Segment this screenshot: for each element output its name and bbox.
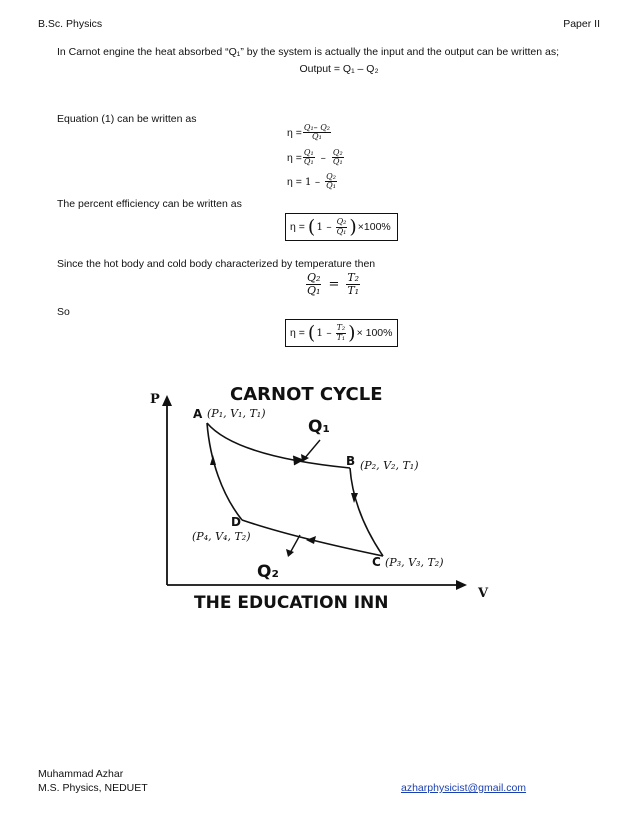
point-b-label: B <box>346 454 356 468</box>
eta-symbol: η = <box>287 126 302 139</box>
fraction-denominator: Q₁ <box>307 283 321 297</box>
p-axis-arrow <box>162 395 172 406</box>
fraction-numerator: Q₁ <box>303 148 314 157</box>
fraction-numerator: T₂ <box>347 271 360 284</box>
one-minus: 1 – <box>316 327 332 339</box>
fraction-denominator: T₁ <box>347 283 360 297</box>
fraction-numerator: T₂ <box>336 323 346 333</box>
diagram-footer: THE EDUCATION INN <box>194 593 389 613</box>
fraction-numerator: Q₂ <box>307 271 321 284</box>
point-d-label: D <box>231 515 241 529</box>
percent-suffix: ×100% <box>357 221 391 233</box>
heat-in-label: Q₁ <box>308 417 330 437</box>
percent-intro: The percent efficiency can be written as <box>57 198 242 210</box>
footer-name: Muhammad Azhar <box>38 768 124 780</box>
one-minus: 1 – <box>304 175 321 188</box>
point-a-coords: (P₁, V₁, T₁) <box>207 407 266 420</box>
fraction-denominator: Q₁ <box>336 226 347 236</box>
equals-sign: = <box>328 276 340 292</box>
heat-in-arrow-line <box>304 440 320 459</box>
eta-symbol: η = <box>290 327 305 339</box>
left-paren: ( <box>307 215 316 238</box>
right-paren: ) <box>348 321 356 344</box>
header-left: B.Sc. Physics <box>38 18 103 30</box>
left-paren: ( <box>307 321 316 344</box>
axis-v-label: V <box>478 586 489 601</box>
point-c-coords: (P₃, V₃, T₂) <box>385 556 444 569</box>
fraction-denominator: Q₁ <box>303 157 314 167</box>
eta-symbol: η = <box>287 151 302 164</box>
fraction-numerator: Q₁– Q₂ <box>303 123 330 132</box>
adiabat-bc <box>350 468 383 556</box>
fraction-numerator: Q₂ <box>326 172 336 181</box>
axis-p-label: P <box>150 392 160 407</box>
fraction-numerator: Q₂ <box>332 148 343 157</box>
v-axis-arrow <box>456 580 467 590</box>
fraction-denominator: T₁ <box>336 332 346 342</box>
heat-out-arrowhead <box>286 549 294 557</box>
arrow-da <box>210 455 216 465</box>
percent-suffix: × 100% <box>356 327 393 339</box>
footer-qualification: M.S. Physics, NEDUET <box>38 782 148 794</box>
point-a-label: A <box>193 407 203 421</box>
right-paren: ) <box>349 215 357 238</box>
so-label: So <box>57 306 70 318</box>
equation1-intro: Equation (1) can be written as <box>57 113 197 125</box>
fraction-denominator: Q₁ <box>312 132 322 142</box>
point-d-coords: (P₄, V₄, T₂) <box>192 530 251 543</box>
eta-symbol: η = <box>287 175 302 188</box>
output-equation: Output = Q₁ – Q₂ <box>299 63 379 75</box>
diagram-title: CARNOT CYCLE <box>230 384 383 405</box>
fraction-denominator: Q₁ <box>332 157 343 167</box>
temperature-intro: Since the hot body and cold body characterized by temperature then <box>57 258 376 270</box>
heat-out-arrow-line <box>290 535 300 553</box>
intro-text: In Carnot engine the heat absorbed “Q₁” by the system is actually the input and the output can be written as; <box>57 46 560 58</box>
one-minus: 1 – <box>316 221 332 233</box>
footer-email-link[interactable]: azharphysicist@gmail.com <box>401 782 527 794</box>
minus-sign: – <box>320 151 326 164</box>
fraction-numerator: Q₂ <box>336 217 347 227</box>
arrow-cd <box>306 536 316 544</box>
eta-symbol: η = <box>290 221 305 233</box>
heat-out-label: Q₂ <box>257 562 279 582</box>
point-b-coords: (P₂, V₂, T₁) <box>360 459 419 472</box>
header-right: Paper II <box>563 18 600 30</box>
fraction-denominator: Q₁ <box>326 181 336 191</box>
point-c-label: C <box>372 555 381 569</box>
